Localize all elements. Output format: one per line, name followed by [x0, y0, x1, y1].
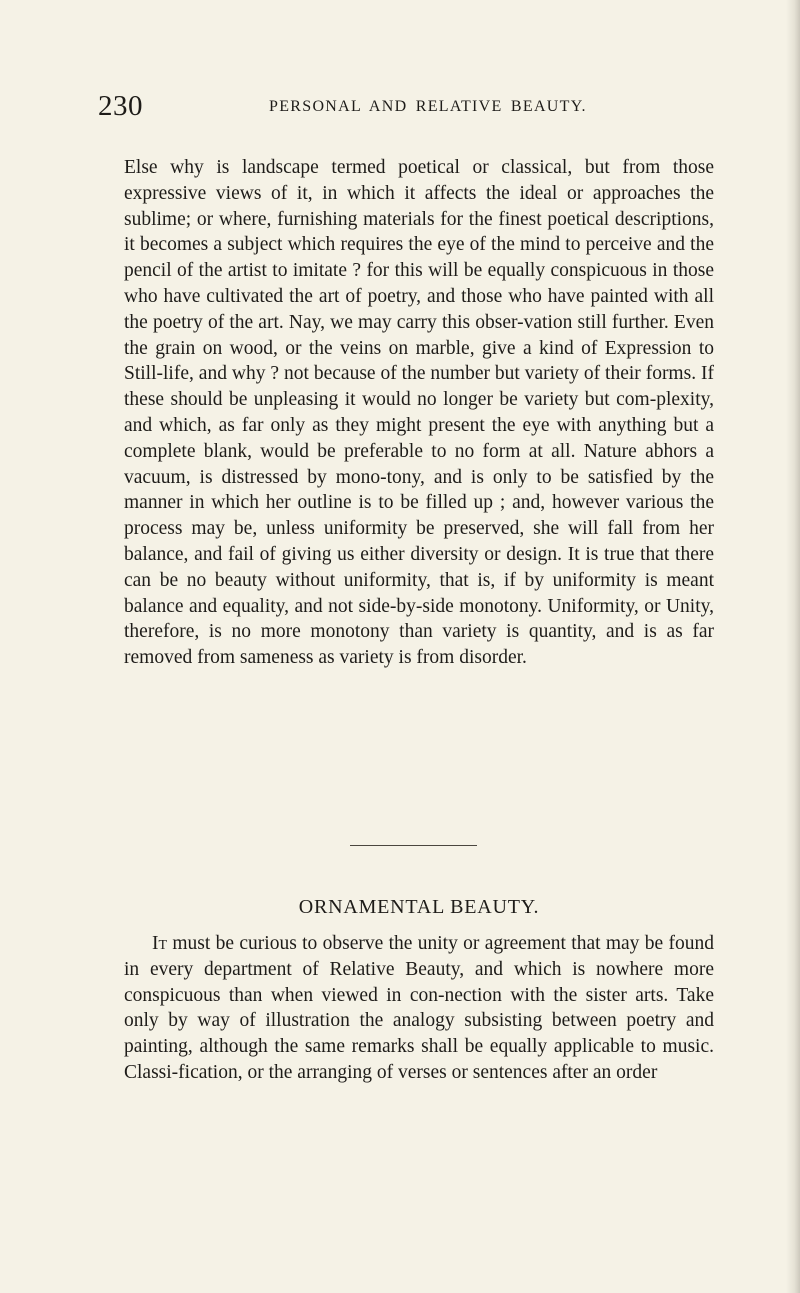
body-paragraph-1: Else why is landscape termed poetical or classical, but from those expressive views of it, in which it affects the ideal or approaches the sublime; or where, furnishing materials for the finest poetical descriptions, it becomes a subject which requires the eye of the mind to perceive and the pencil of the artist to imitate ? for this will be equally conspicuous in those who have cultivated the art of poetry, and those who have painted with all the poetry of the art. Nay, we may carry this obser-vation still further. Even the grain on wood, or the veins on marble, give a kind of Expression to Still-life, and why ? not because of the number but variety of their forms. If these should be unpleasing it would no longer be variety but com-plexity, and which, as far only as they might present the eye with anything but a complete blank, would be preferable to no form at all. Nature abhors a vacuum, is distressed by mono-tony, and is only to be satisfied by the manner in which her outline is to be filled up ; and, however various the process may be, unless uniformity be preserved, she will fall from her balance, and fail of giving us either diversity or design. It is true that there can be no beauty without uniformity, that is, if by uniformity is meant balance and equality, and not side-by-side monotony. Uniformity, or Unity, therefore, is no more monotony than variety is quantity, and is as far removed from sameness as variety is from disorder.	[124, 157, 714, 669]
paragraph-2-text: must be curious to observe the unity or agreement that may be found in every department of Relative Beauty, and which is nowhere more conspicuous than when viewed in con-nection with the sister arts. Take only by way of illustration the analogy subsisting between poetry and painting, although the same remarks shall be equally applicable to music. Classi-fication, or the arranging of verses or sentences after an order	[124, 933, 714, 1083]
body-paragraph-2	[124, 931, 714, 1086]
running-head	[98, 86, 708, 126]
running-head-title: PERSONAL AND RELATIVE BEAUTY.	[269, 98, 587, 115]
page-number: 230	[98, 90, 143, 122]
page-edge-shadow	[786, 0, 800, 1293]
paragraph-lead-word: It	[152, 933, 168, 954]
section-divider	[350, 845, 477, 846]
section-heading: ORNAMENTAL BEAUTY.	[298, 896, 540, 918]
